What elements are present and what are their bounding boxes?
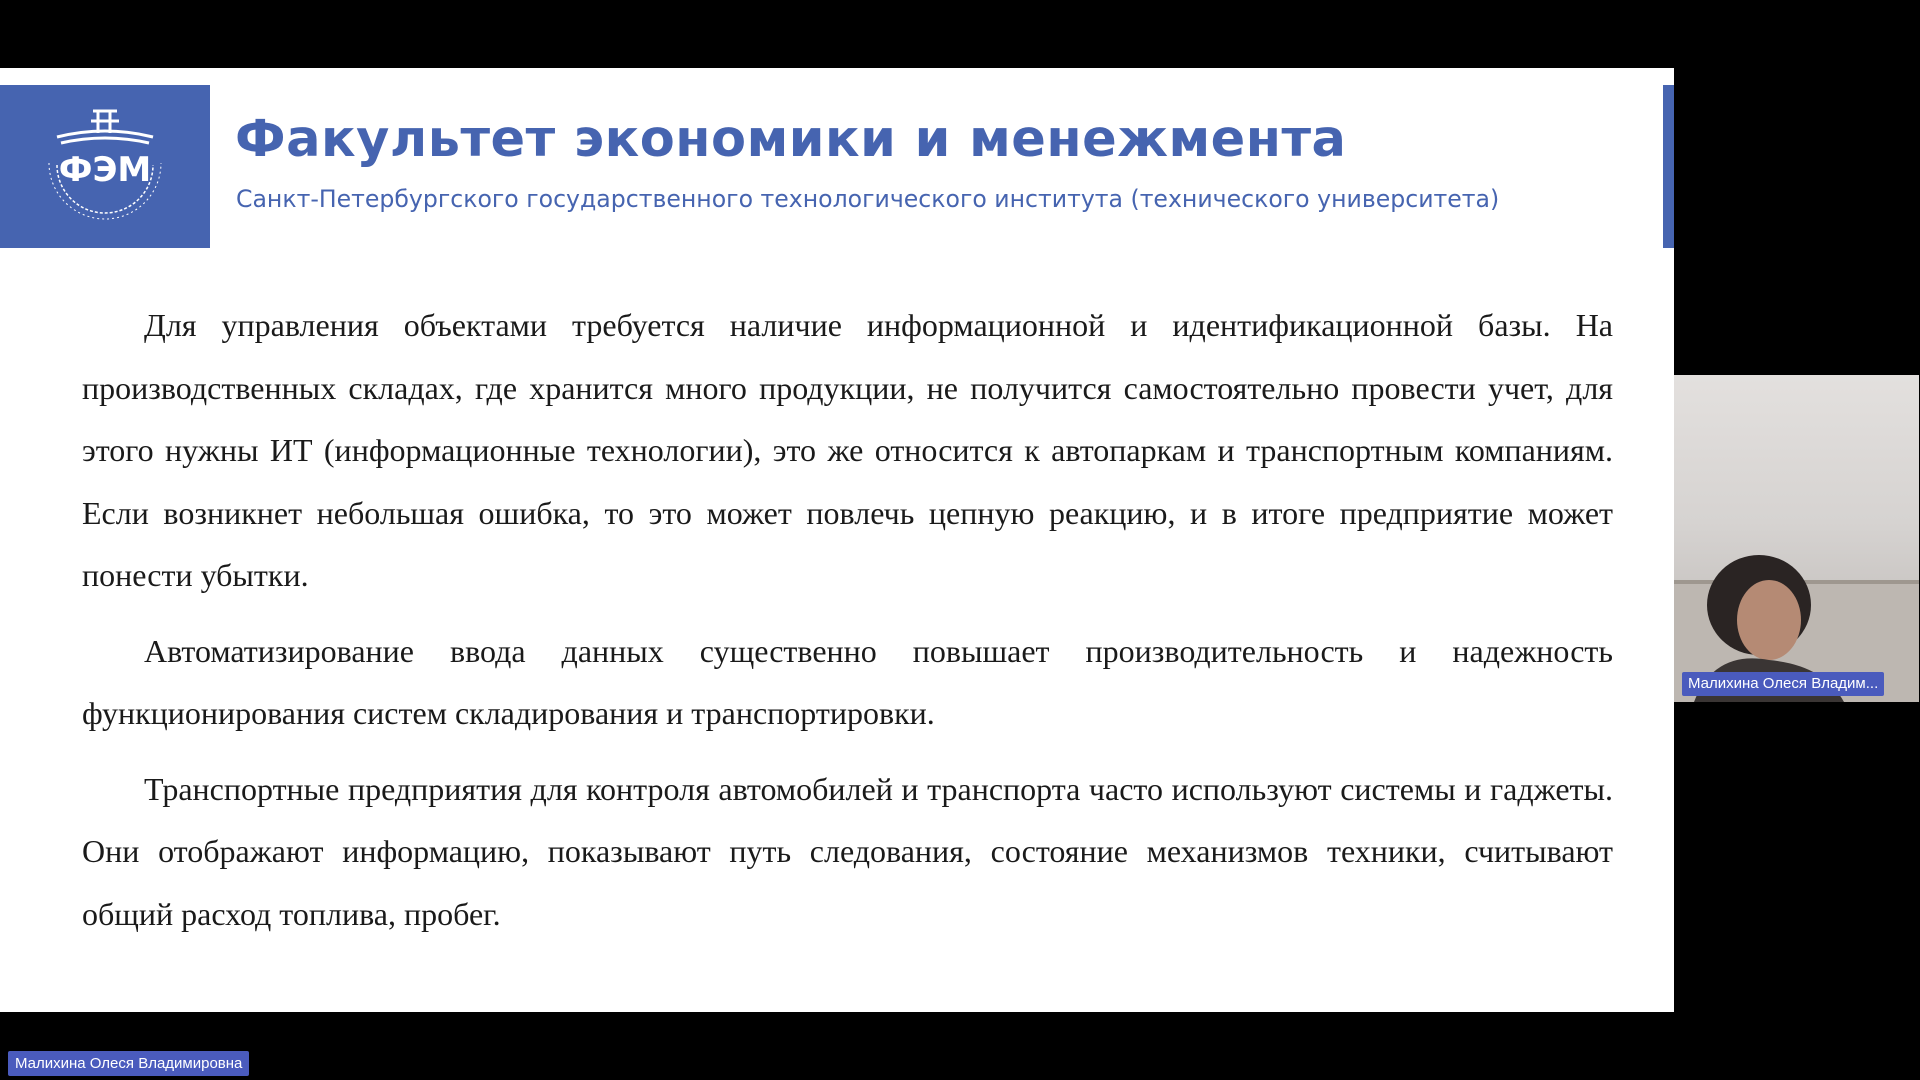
header-accent-bar — [1663, 85, 1674, 248]
paragraph: Автоматизирование ввода данных существенно повышает производительность и надежность функционирования систем складирования и транспортировки. — [82, 632, 1613, 731]
paragraph: Для управления объектами требуется наличие информационной и идентификационной базы. На производственных складах, где хранится много продукции, не получится самостоятельно провести учет, для этого нужны ИТ (информационные технологии), это же относится к автопаркам и транспортным компаниям. Если возникнет небольшая ошибка, то это может повлечь цепную реакцию, и в итоге предприятие может понести убытки. — [82, 307, 1613, 593]
faculty-logo-icon — [35, 103, 175, 231]
shared-slide — [0, 68, 1674, 1012]
logo-abbreviation: ФЭМ — [58, 149, 152, 190]
participant-video-frame — [1674, 375, 1919, 702]
paragraph: Транспортные предприятия для контроля автомобилей и транспорта часто используют системы и гаджеты. Они отображают информацию, показывают путь следования, состояние механизмов техники, считывают общий расход топлива, пробег. — [82, 770, 1613, 932]
slide-subtitle: Санкт-Петербургского государственного технологического института (технического университета) — [236, 185, 1500, 213]
presenter-name-tag: Малихина Олеся Владимировна — [8, 1051, 249, 1076]
slide-body — [82, 294, 1613, 958]
participant-video-tile[interactable] — [1674, 375, 1919, 702]
participant-name-tag: Малихина Олеся Владим... — [1682, 672, 1884, 696]
slide-title: Факультет экономики и менежмента — [235, 110, 1347, 169]
faculty-logo — [0, 85, 210, 248]
